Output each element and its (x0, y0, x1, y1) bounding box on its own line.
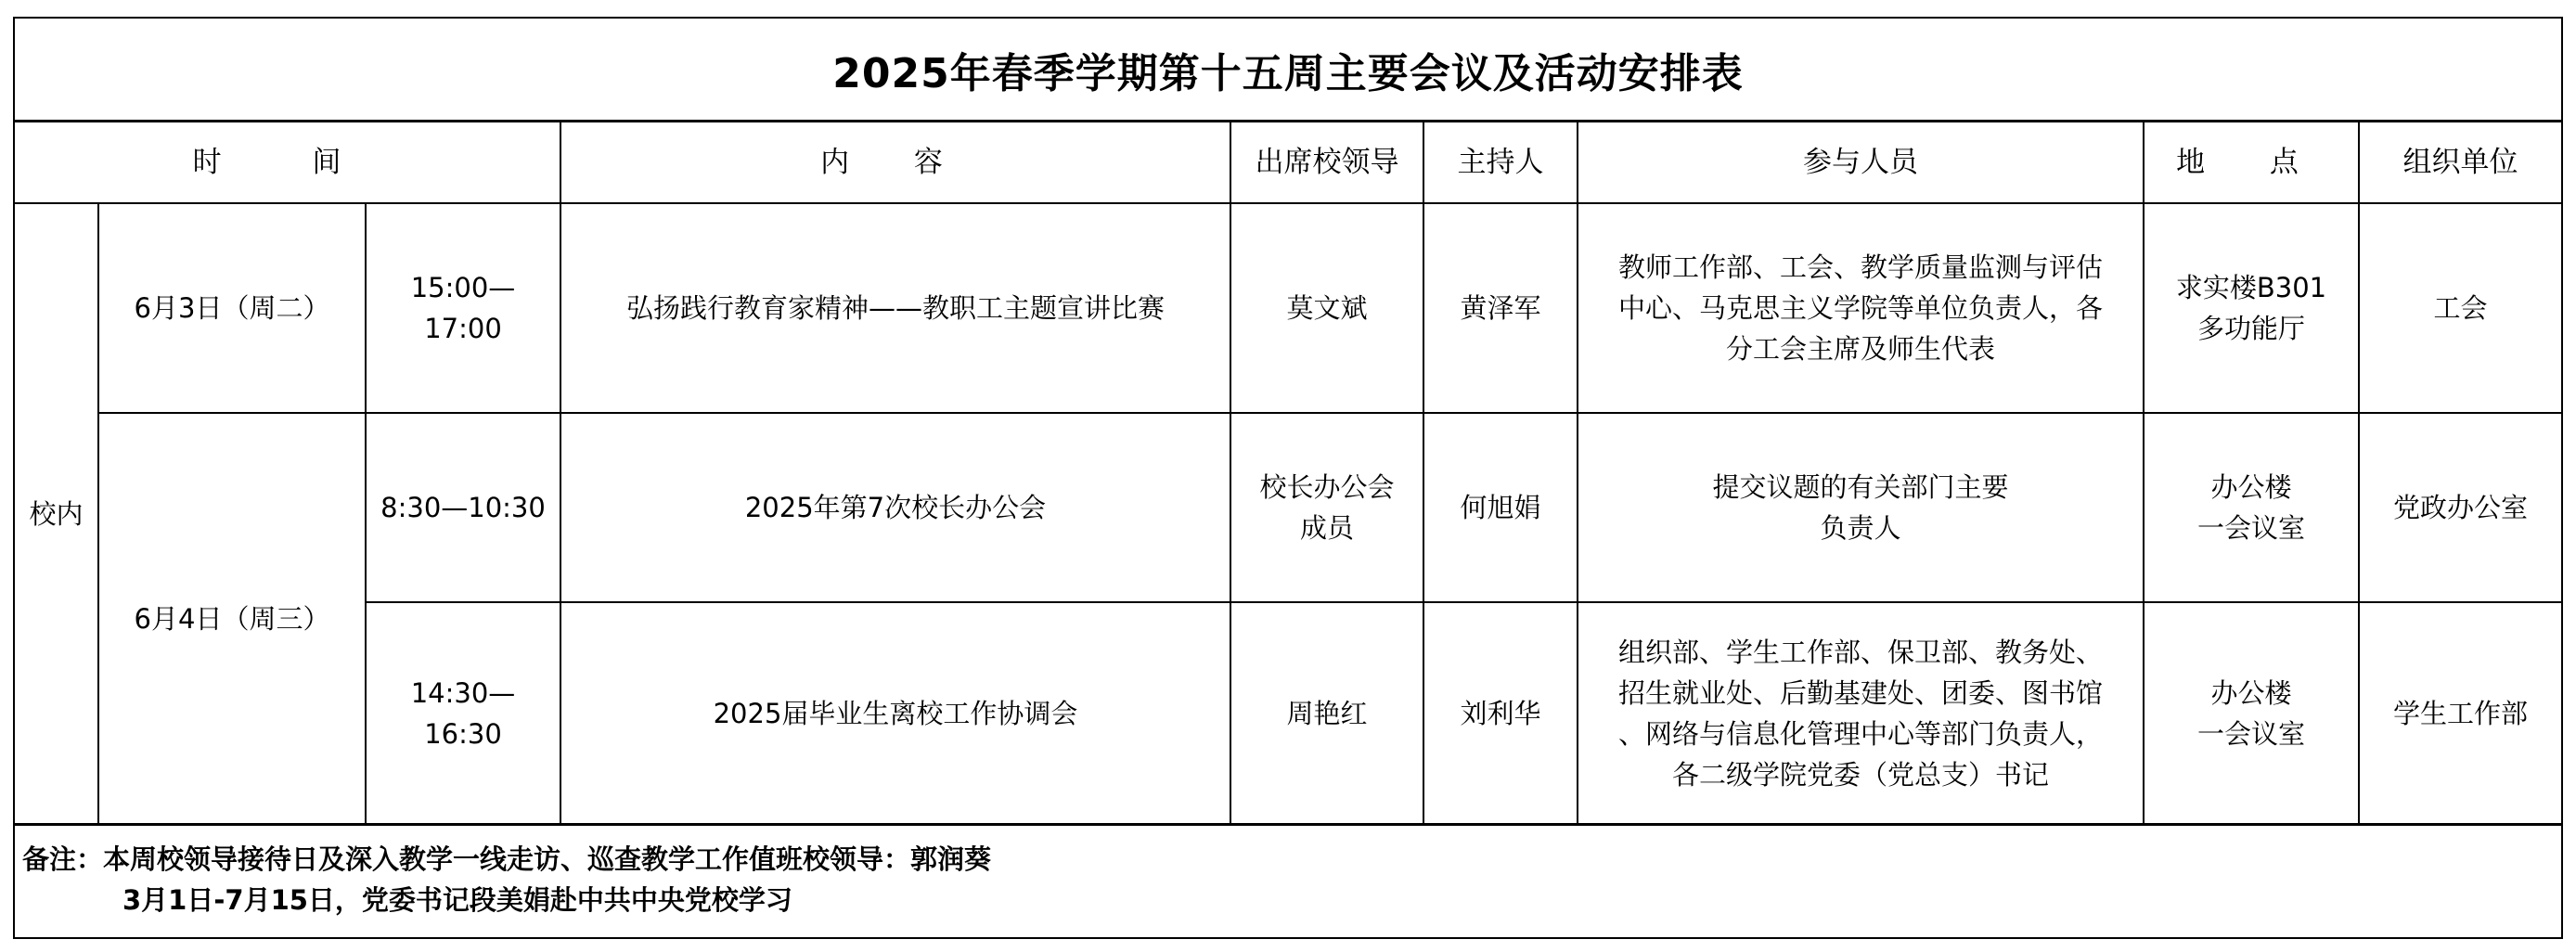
participants-line: 教师工作部、工会、教学质量监测与评估 (1617, 251, 2103, 283)
host-cell: 黄泽军 (1423, 203, 1578, 413)
table-row (15, 203, 2561, 413)
header-leaders: 出席校领导 (1230, 122, 1423, 203)
content-cell: 弘扬践行教育家精神——教职工主题宣讲比赛 (560, 203, 1230, 413)
location-cell (2144, 602, 2359, 824)
leaders-cell (1230, 413, 1423, 602)
time-cell: 8:30—10:30 (366, 413, 560, 602)
content-cell: 2025年第7次校长办公会 (560, 413, 1230, 602)
section-label: 校内 (15, 203, 98, 824)
location-line: 求实楼B301 (2175, 272, 2327, 303)
participants-cell (1578, 203, 2144, 413)
participants-cell (1578, 602, 2144, 824)
page-title: 2025年春季学期第十五周主要会议及活动安排表 (15, 19, 2561, 122)
content-cell: 2025届毕业生离校工作协调会 (560, 602, 1230, 824)
organizer-cell: 工会 (2359, 203, 2561, 413)
leaders-cell: 周艳红 (1230, 602, 1423, 824)
time-cell: 15:00—17:00 (366, 203, 560, 413)
participants-line: 提交议题的有关部门主要 (1712, 471, 2009, 503)
notes-line: 3月1日-7月15日，党委书记段美娟赴中共中央党校学习 (122, 884, 792, 916)
schedule-sheet (13, 17, 2563, 939)
header-content: 内 容 (560, 122, 1230, 203)
host-cell: 何旭娟 (1423, 413, 1578, 602)
host-cell: 刘利华 (1423, 602, 1578, 824)
notes-line: 备注：本周校领导接待日及深入教学一线走访、巡查教学工作值班校领导：郭润葵 (22, 843, 992, 875)
participants-line: 组织部、学生工作部、保卫部、教务处、 (1617, 636, 2103, 668)
leaders-line: 成员 (1299, 512, 1354, 544)
table-row (15, 602, 2561, 824)
participants-cell (1578, 413, 2144, 602)
leaders-line: 校长办公会 (1259, 471, 1395, 503)
notes (15, 823, 2561, 937)
participants-line: 负责人 (1820, 512, 1901, 544)
location-line: 多功能厅 (2196, 313, 2305, 344)
header-time: 时 间 (15, 122, 560, 203)
location-cell (2144, 413, 2359, 602)
location-line: 办公楼 (2210, 471, 2292, 503)
location-line: 办公楼 (2210, 676, 2292, 709)
date-cell: 6月4日（周三） (98, 413, 366, 824)
schedule-table (15, 122, 2561, 825)
header-location: 地 点 (2144, 122, 2359, 203)
organizer-cell: 党政办公室 (2359, 413, 2561, 602)
header-organizer: 组织单位 (2359, 122, 2561, 203)
participants-line: 中心、马克思主义学院等单位负责人，各 (1617, 292, 2103, 324)
location-line: 一会议室 (2196, 512, 2305, 544)
participants-line: 招生就业处、后勤基建处、团委、图书馆 (1617, 676, 2103, 709)
leaders-cell: 莫文斌 (1230, 203, 1423, 413)
location-line: 一会议室 (2196, 717, 2305, 750)
location-cell (2144, 203, 2359, 413)
header-row (15, 122, 2561, 203)
participants-line: 各二级学院党委（党总支）书记 (1671, 758, 2049, 791)
table-row (15, 413, 2561, 602)
header-participants: 参与人员 (1578, 122, 2144, 203)
date-cell: 6月3日（周二） (98, 203, 366, 413)
header-host: 主持人 (1423, 122, 1578, 203)
participants-line: 分工会主席及师生代表 (1725, 333, 1995, 365)
organizer-cell: 学生工作部 (2359, 602, 2561, 824)
participants-line: 、网络与信息化管理中心等部门负责人， (1617, 717, 2103, 750)
time-cell: 14:30—16:30 (366, 602, 560, 824)
